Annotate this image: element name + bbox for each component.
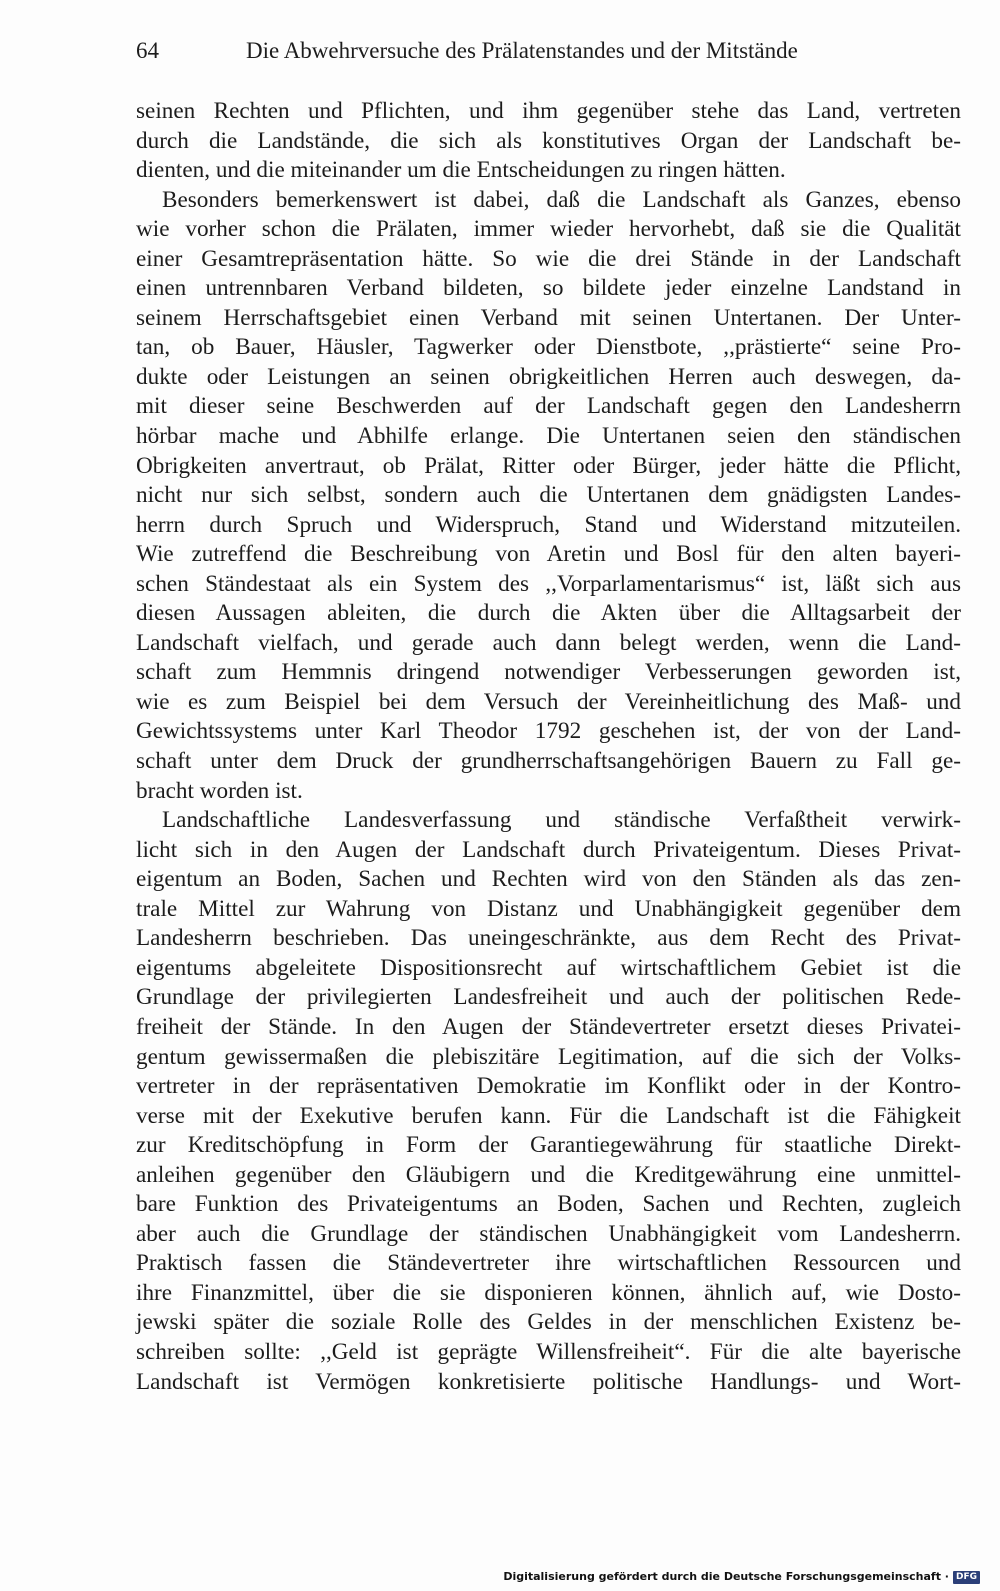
text-line: Grundlage der privilegierten Landesfreiheit und auch der politischen Rede- <box>136 984 961 1011</box>
text-line: einen untrennbaren Verband bildeten, so bildete jeder einzelne Landstand in <box>136 275 961 302</box>
text-line: aber auch die Grundlage der ständischen Unabhängigkeit vom Landesherrn. <box>136 1220 961 1247</box>
text-line: verse mit der Exekutive berufen kann. Für die Landschaft ist die Fähigkeit <box>136 1102 961 1129</box>
text-line: einer Gesamtrepräsentation hätte. So wie die drei Stände in der Landschaft <box>136 245 961 272</box>
text-line: dienten, und die miteinander um die Entscheidungen zu ringen hätten. <box>136 157 786 184</box>
running-title: Die Abwehrversuche des Prälatenstandes und der Mitstände <box>246 38 798 63</box>
text-line: schen Ständestaat als ein System des ,,Vorparlamentarismus“ ist, läßt sich aus <box>136 570 961 597</box>
text-line: schaft unter dem Druck der grundherrschaftsangehörigen Bauern zu Fall ge- <box>136 748 961 775</box>
text-line: licht sich in den Augen der Landschaft durch Privateigentum. Dieses Privat- <box>136 836 961 863</box>
text-line: Gewichtssystems unter Karl Theodor 1792 geschehen ist, der von der Land- <box>136 718 961 745</box>
text-line: gentum gewissermaßen die plebiszitäre Legitimation, auf die sich der Volks- <box>136 1043 961 1070</box>
text-line: mit dieser seine Beschwerden auf der Landschaft gegen den Landesherrn <box>136 393 961 420</box>
text-line: bare Funktion des Privateigentums an Boden, Sachen und Rechten, zugleich <box>136 1191 961 1218</box>
body-text <box>136 97 961 1397</box>
text-line: herrn durch Spruch und Widerspruch, Stand und Widerstand mitzuteilen. <box>136 511 961 538</box>
page-number: 64 <box>136 38 159 63</box>
digitization-footer <box>503 1569 980 1585</box>
text-line: schreiben sollte: ,,Geld ist geprägte Willensfreiheit“. Für die alte bayerische <box>136 1338 961 1365</box>
text-line: seinem Herrschaftsgebiet einen Verband mit seinen Untertanen. Der Unter- <box>136 304 961 331</box>
text-line: seinen Rechten und Pflichten, und ihm gegenüber stehe das Land, vertreten <box>136 98 961 124</box>
text-line: wie vorher schon die Prälaten, immer wieder hervorhebt, daß sie die Qualität <box>136 216 961 243</box>
text-line: bracht worden ist. <box>136 777 303 804</box>
text-line: dukte oder Leistungen an seinen obrigkeitlichen Herren auch deswegen, da- <box>136 363 961 390</box>
text-line: eigentums abgeleitete Dispositionsrecht auf wirtschaftlichem Gebiet ist die <box>136 954 961 981</box>
text-line: trale Mittel zur Wahrung von Distanz und Unabhängigkeit gegenüber dem <box>136 895 961 922</box>
text-line: ihre Finanzmittel, über die sie disponieren können, ähnlich auf, wie Dosto- <box>136 1279 961 1306</box>
paragraph <box>136 97 961 186</box>
text-line: schaft zum Hemmnis dringend notwendiger Verbesserungen geworden ist, <box>136 659 961 686</box>
text-line: Landschaftliche Landesverfassung und ständische Verfaßtheit verwirk- <box>162 807 961 834</box>
paragraph <box>136 806 961 1397</box>
paragraph <box>136 186 961 806</box>
text-line: freiheit der Stände. In den Augen der Ständevertreter ersetzt dieses Privatei- <box>136 1013 961 1040</box>
text-line: Landesherrn beschrieben. Das uneingeschränkte, aus dem Recht des Privat- <box>136 925 961 952</box>
text-line: hörbar mache und Abhilfe erlange. Die Untertanen seien den ständischen <box>136 423 961 450</box>
text-line: anleihen gegenüber den Gläubigern und die Kreditgewährung eine unmittel- <box>136 1161 961 1188</box>
text-line: vertreter in der repräsentativen Demokratie im Konflikt oder in der Kontro- <box>136 1073 961 1100</box>
text-line: Landschaft vielfach, und gerade auch dann belegt werden, wenn die Land- <box>136 629 961 656</box>
dfg-logo: DFG <box>953 1571 980 1584</box>
footer-credit: Digitalisierung gefördert durch die Deutsche Forschungsgemeinschaft · <box>503 1570 949 1583</box>
text-line: jewski später die soziale Rolle des Geldes in der menschlichen Existenz be- <box>136 1309 961 1336</box>
text-line: tan, ob Bauer, Häusler, Tagwerker oder Dienstbote, ,,prästierte“ seine Pro- <box>136 334 961 361</box>
text-line: durch die Landstände, die sich als konstitutives Organ der Landschaft be- <box>136 127 961 154</box>
text-line: Wie zutreffend die Beschreibung von Aretin und Bosl für den alten bayeri- <box>136 541 961 568</box>
text-line: Obrigkeiten anvertraut, ob Prälat, Ritter oder Bürger, jeder hätte die Pflicht, <box>136 452 961 479</box>
text-line: Landschaft ist Vermögen konkretisierte politische Handlungs- und Wort- <box>136 1368 961 1395</box>
running-head <box>136 36 966 66</box>
text-line: zur Kreditschöpfung in Form der Garantiegewährung für staatliche Direkt- <box>136 1132 961 1159</box>
text-line: wie es zum Beispiel bei dem Versuch der Vereinheitlichung des Maß- und <box>136 688 961 715</box>
text-line: eigentum an Boden, Sachen und Rechten wird von den Ständen als das zen- <box>136 866 961 893</box>
text-line: Besonders bemerkenswert ist dabei, daß die Landschaft als Ganzes, ebenso <box>162 186 961 213</box>
text-line: nicht nur sich selbst, sondern auch die Untertanen dem gnädigsten Landes- <box>136 482 961 509</box>
text-line: Praktisch fassen die Ständevertreter ihre wirtschaftlichen Ressourcen und <box>136 1250 961 1277</box>
text-line: diesen Aussagen ableiten, die durch die Akten über die Alltagsarbeit der <box>136 600 961 627</box>
